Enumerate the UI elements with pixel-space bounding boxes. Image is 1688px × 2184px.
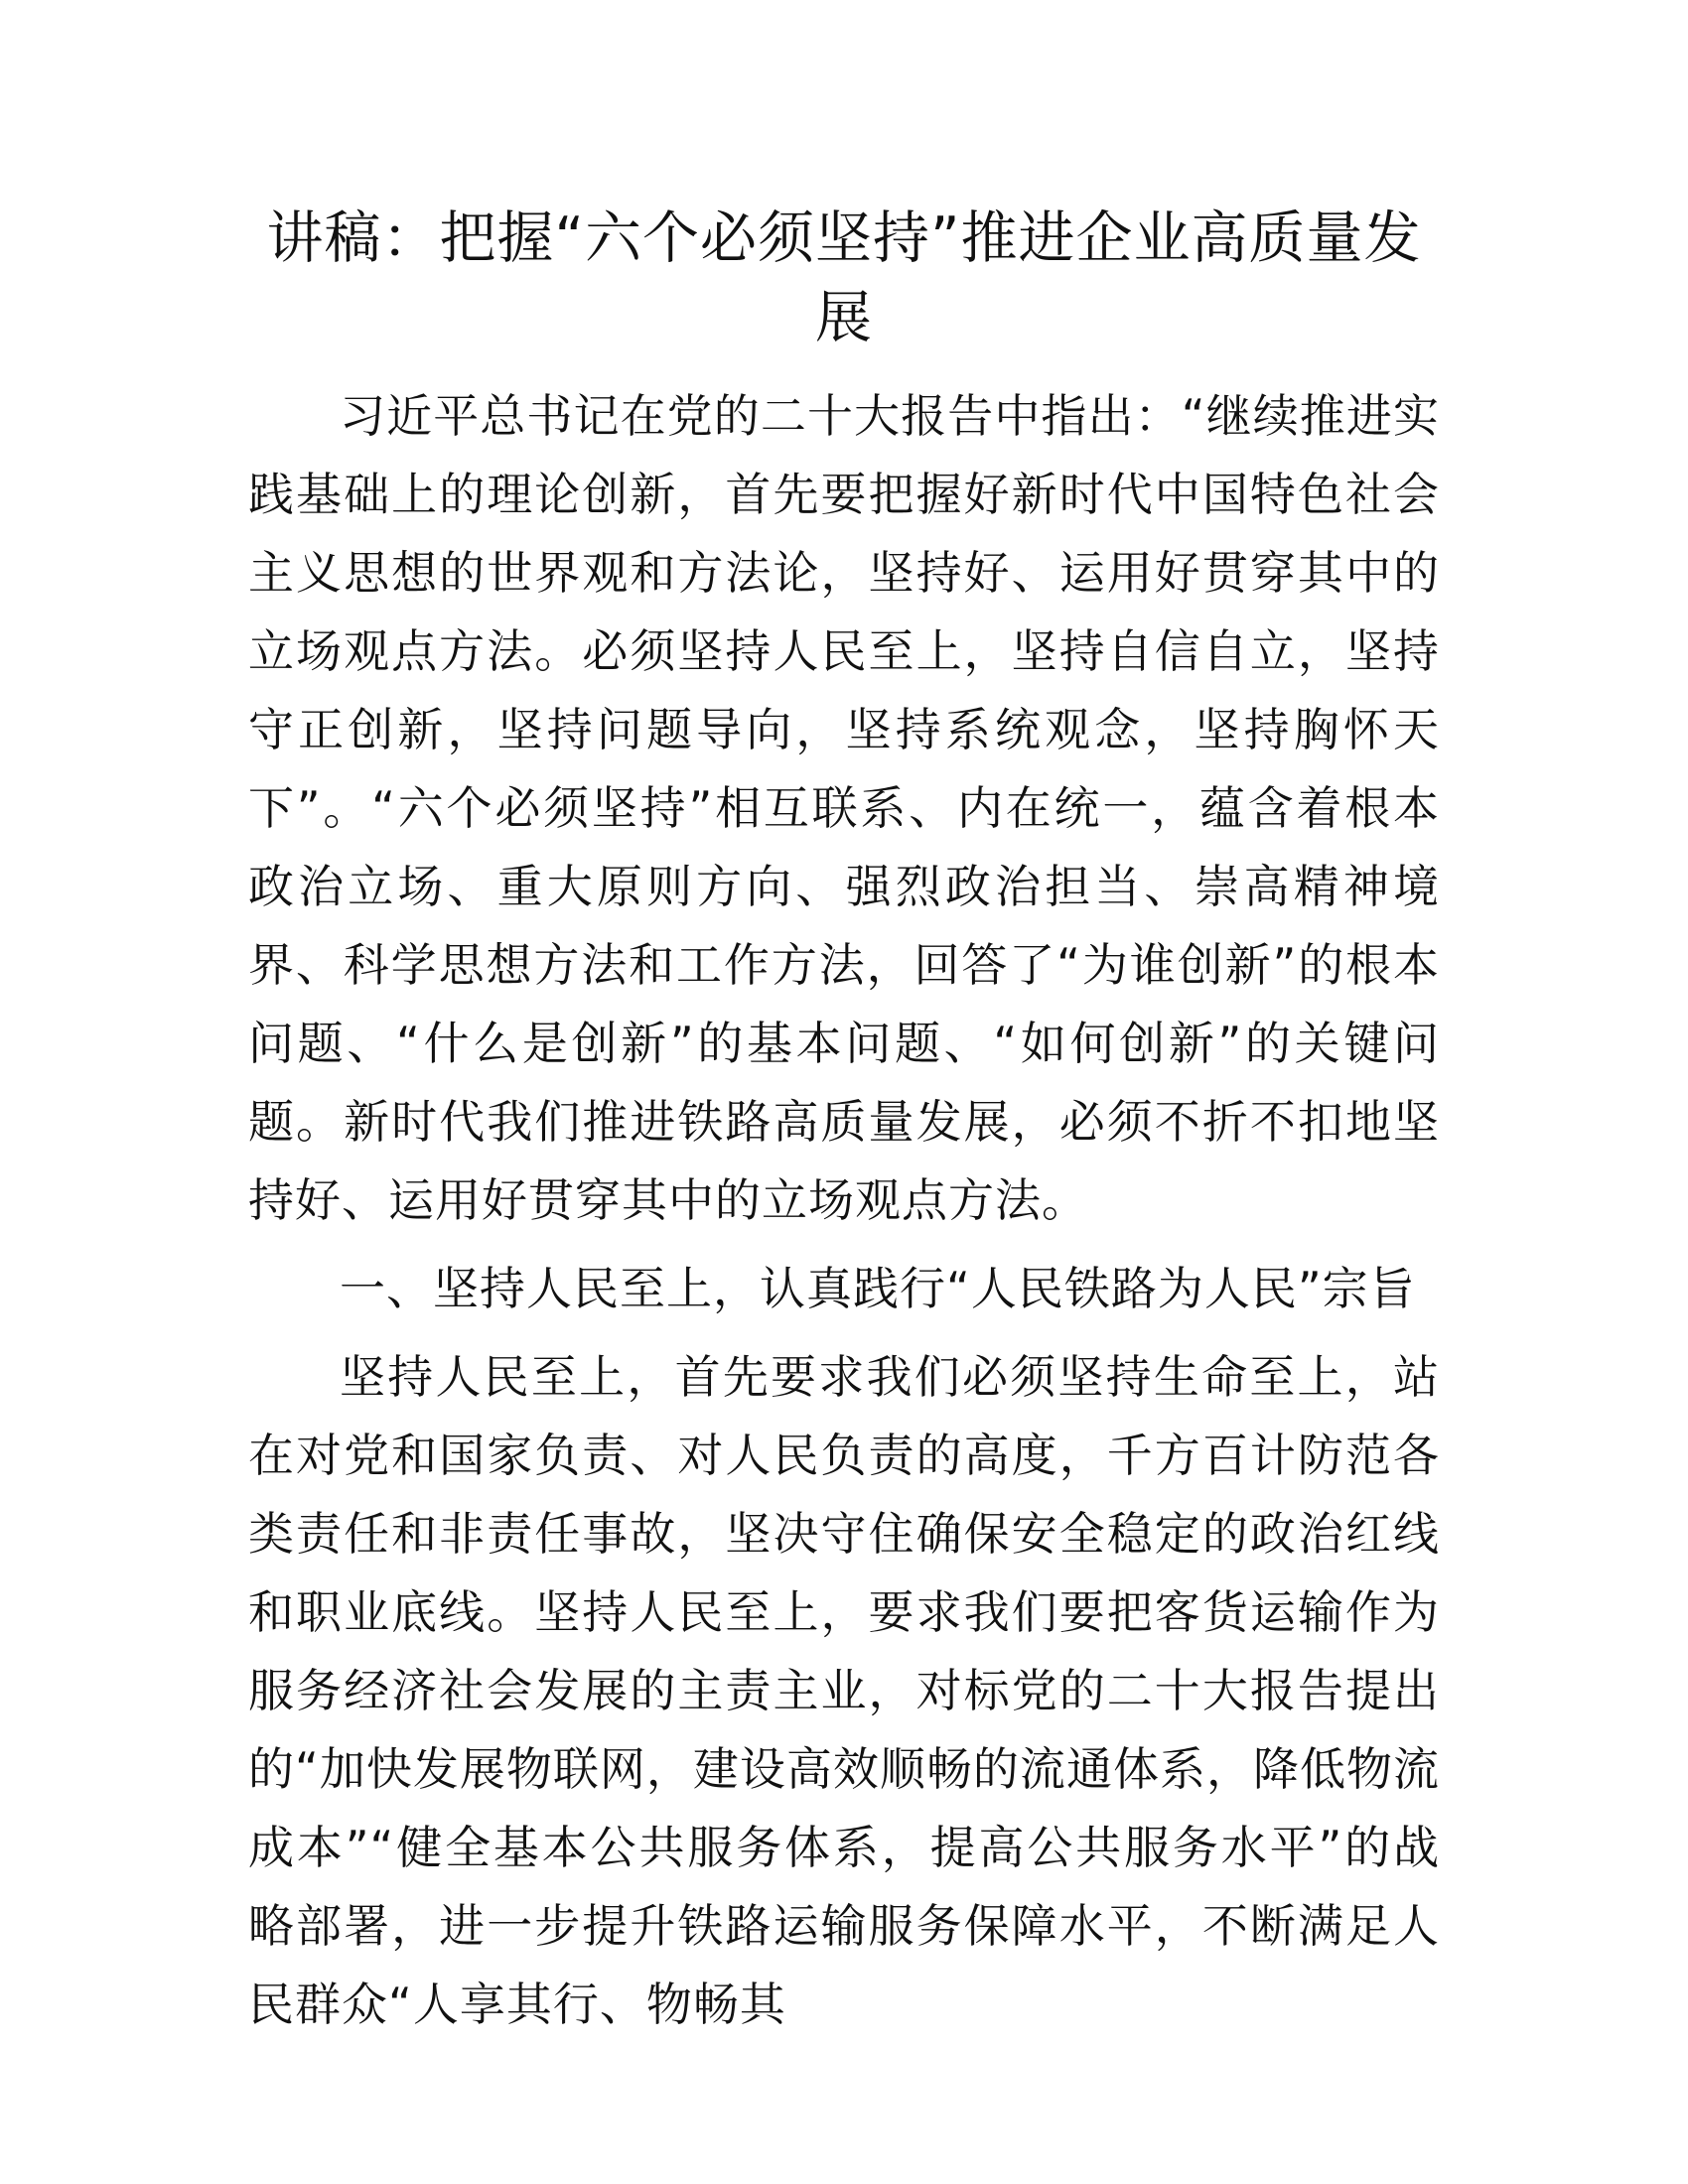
section-heading: 一、坚持人民至上，认真践行“人民铁路为人民”宗旨 bbox=[340, 1262, 1416, 1315]
intro-paragraph: 习近平总书记在党的二十大报告中指出：“继续推进实践基础上的理论创新，首先要把握好新时代中国特色社会主义思想的世界观和方法论，坚持好、运用好贯穿其中的立场观点方法。必须坚持人民至上，坚持自信自立，坚持守正创新，坚持问题导向，坚持系统观念，坚持胸怀天下”。“六个必须坚持”相互联系、内在统一，蕴含着根本政治立场、重大原则方向、强烈政治担当、崇高精神境界、科学思想方法和工作方法，回答了“为谁创新”的根本问题、“什么是创新”的基本问题、“如何创新”的关键问题。新时代我们推进铁路高质量发展，必须不折不扣地坚持好、运用好贯穿其中的立场观点方法。 bbox=[248, 389, 1440, 1227]
section-paragraph: 坚持人民至上，首先要求我们必须坚持生命至上，站在对党和国家负责、对人民负责的高度，千方百计防范各类责任和非责任事故，坚决守住确保安全稳定的政治红线和职业底线。坚持人民至上，要求我们要把客货运输作为服务经济社会发展的主责主业，对标党的二十大报告提出的“加快发展物联网，建设高效顺畅的流通体系，降低物流成本”“健全基本公共服务体系，提高公共服务水平”的战略部署，进一步提升铁路运输服务保障水平，不断满足人民群众“人享其行、物畅其 bbox=[248, 1350, 1440, 2031]
document-body bbox=[248, 377, 1440, 2031]
document-title: 讲稿：把握“六个必须坚持”推进企业高质量发展 bbox=[266, 205, 1422, 350]
